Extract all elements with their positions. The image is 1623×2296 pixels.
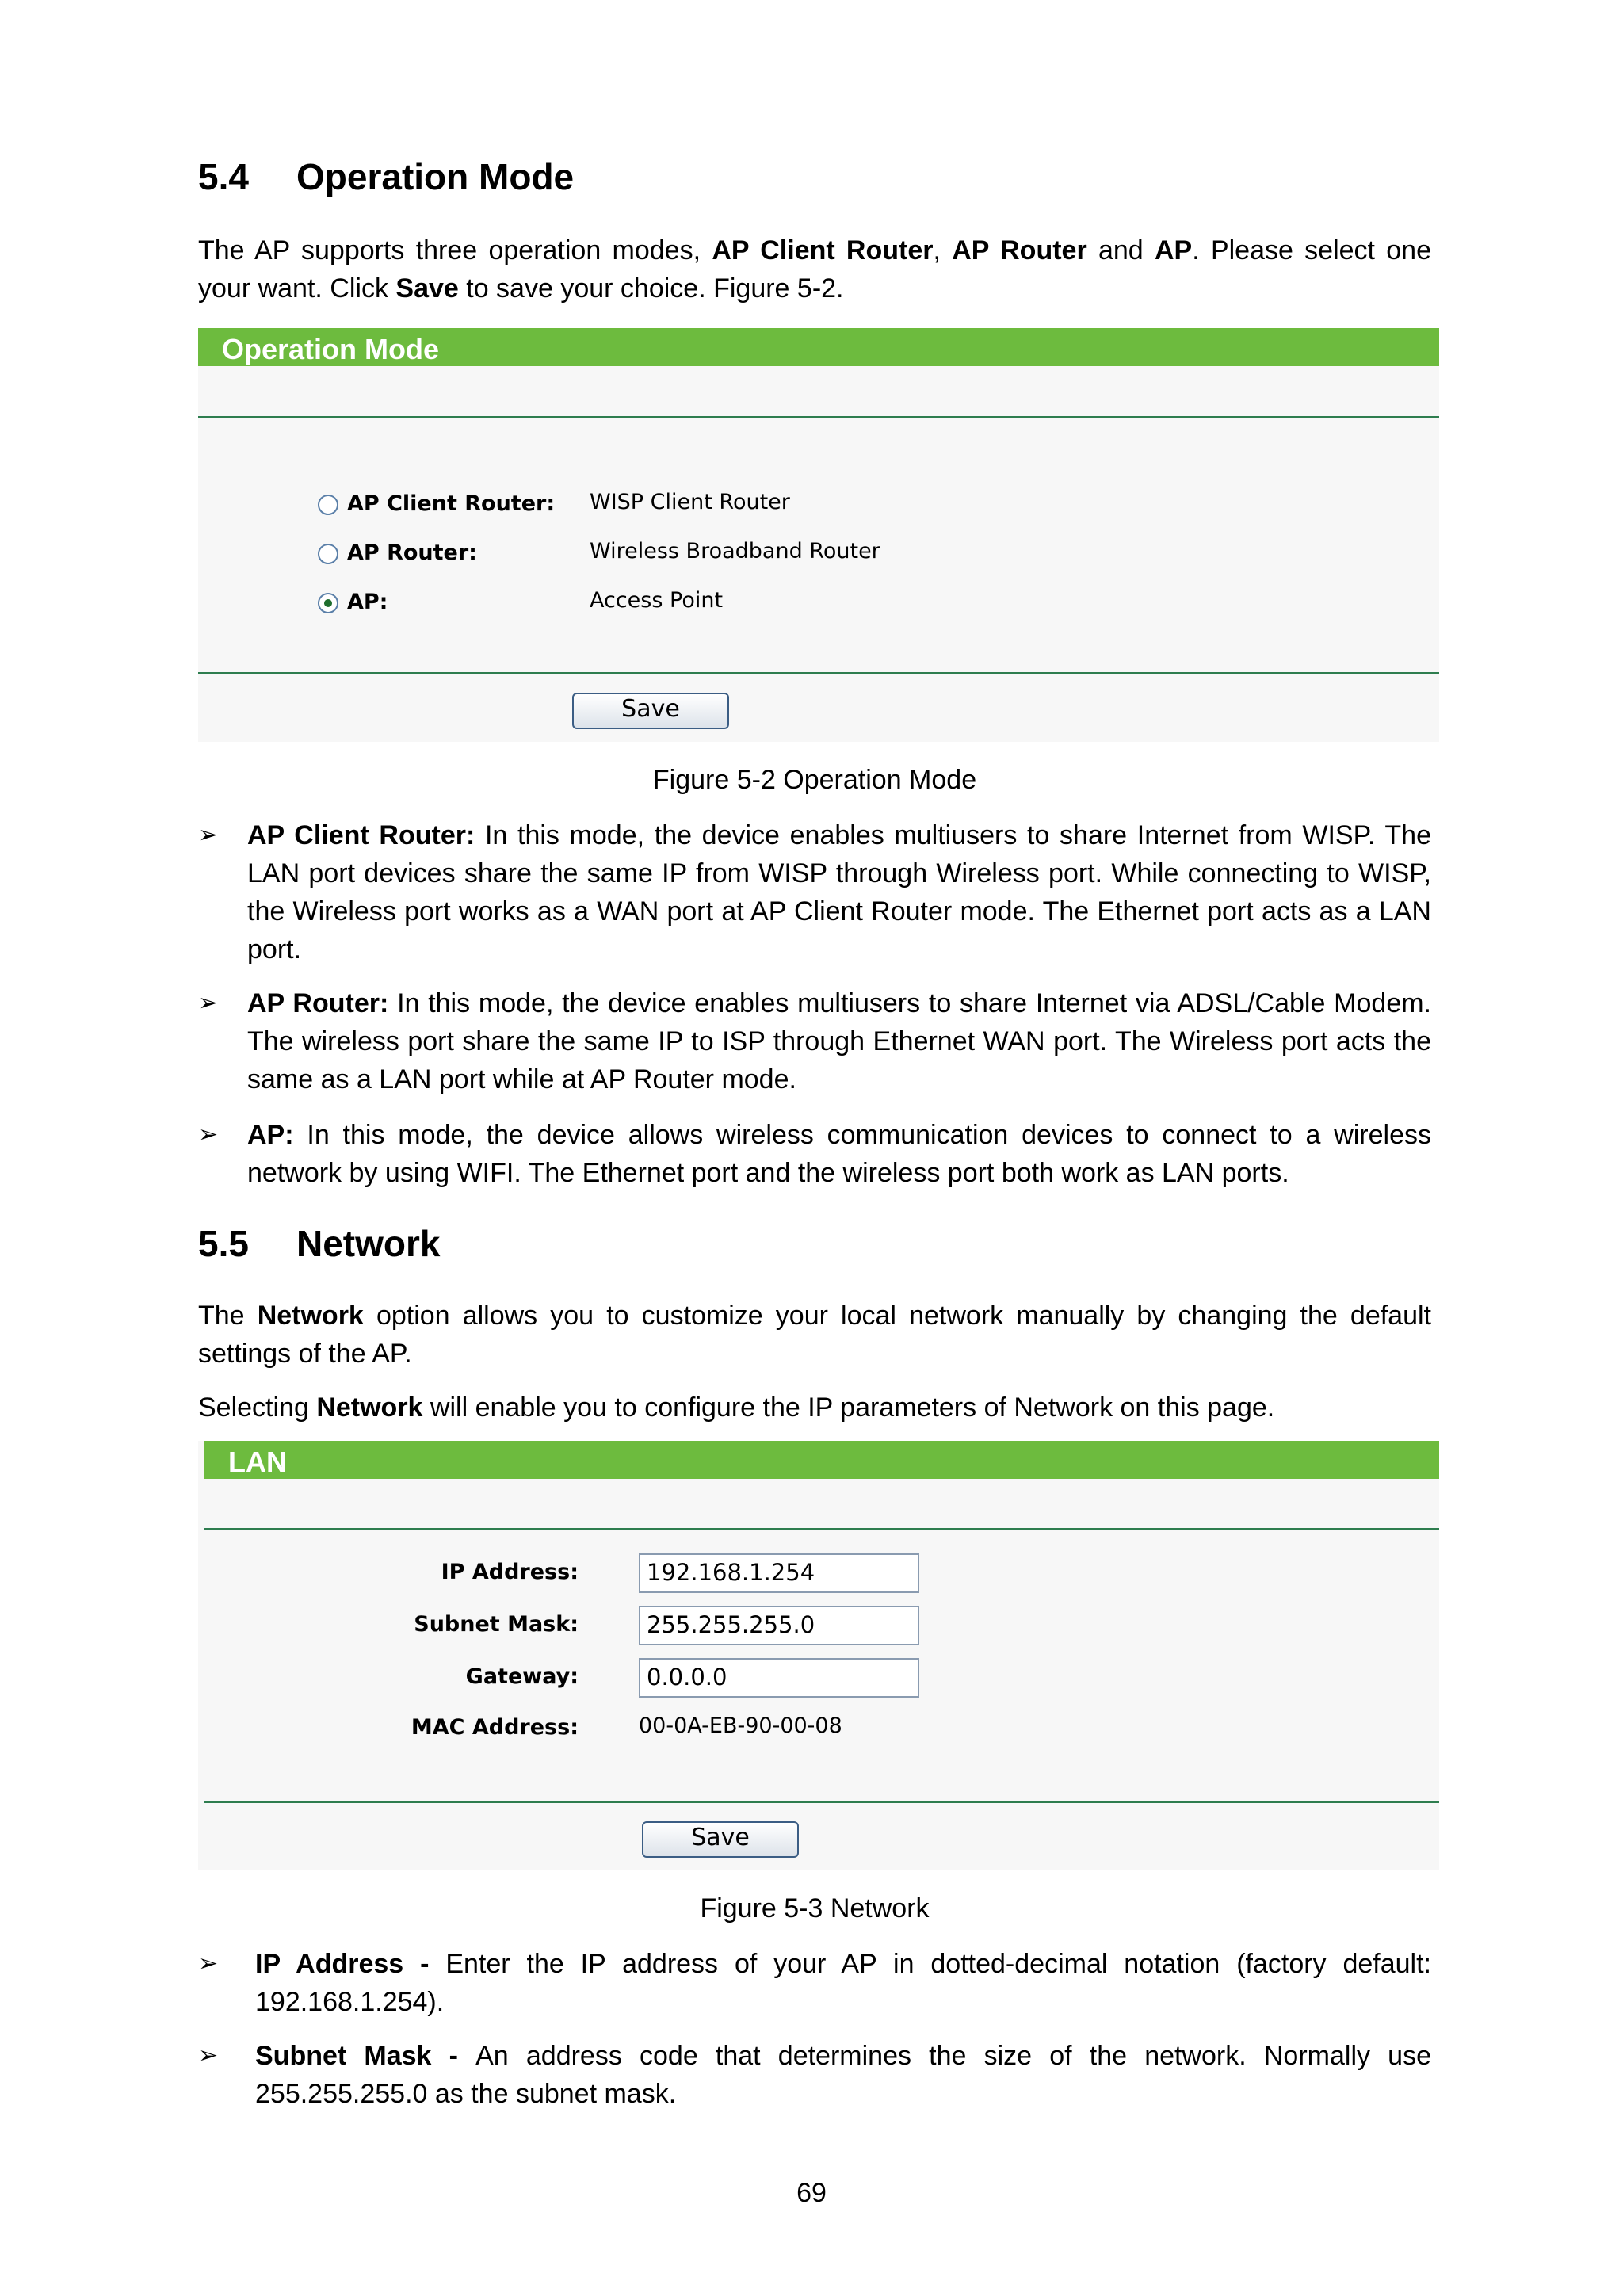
bullet-body: In this mode, the device enables multiusers to share Internet via ADSL/Cable Modem. The wireless port share the same IP to ISP through Ethernet WAN port. The Wireless port acts the same as a LAN port while at AP Router mode. [247,988,1431,1095]
save-button[interactable]: Save [572,693,729,729]
section-heading-5-5 [198,1225,440,1262]
bullet-item [198,984,1431,1103]
bullet-text [255,2037,1431,2113]
mac-address-label: MAC Address: [411,1715,579,1740]
text: will enable you to configure the IP parameters of Network on this page. [422,1392,1275,1423]
save-button[interactable]: Save [642,1821,799,1858]
text: The [198,1301,258,1331]
section-number: 5.5 [198,1223,249,1264]
figure-caption: Figure 5-2 Operation Mode [652,765,977,795]
option-label: AP Client Router: [347,491,556,516]
bullet-item [198,816,1431,975]
option-description: Wireless Broadband Router [590,539,880,563]
gateway-label: Gateway: [465,1664,579,1689]
figure-caption: Figure 5-3 Network [700,1893,930,1924]
text: , [933,235,953,266]
bullet-text [247,984,1431,1098]
bullet-arrow-icon: ➢ [198,1950,219,1977]
bullet-term: Subnet Mask - [255,2041,476,2071]
operation-mode-panel [198,328,1439,742]
bold-text: AP Router [952,235,1087,266]
panel-header-title: LAN [228,1446,287,1478]
text: and [1086,235,1155,266]
bold-text: Network [257,1301,364,1331]
text: to save your choice. Figure 5-2. [458,273,844,304]
divider [198,416,1439,418]
bullet-text [247,1116,1431,1192]
bullet-body: An address code that determines the size of the network. Normally use 255.255.255.0 as the subnet mask. [255,2041,1431,2109]
intro-paragraph-5-5 [198,1297,1431,1373]
bullet-arrow-icon: ➢ [198,2042,219,2069]
lan-panel [198,1441,1439,1870]
panel-header-title: Operation Mode [222,333,440,365]
radio-ap-router[interactable] [318,544,338,564]
intro-paragraph-5-5-b [198,1389,1431,1427]
bullet-item [198,1116,1431,1195]
bullet-arrow-icon: ➢ [198,990,219,1016]
bullet-arrow-icon: ➢ [198,1121,219,1148]
bullet-text [255,1945,1431,2021]
divider [198,672,1439,674]
panel-header [204,1441,1439,1479]
bullet-arrow-icon: ➢ [198,822,219,848]
section-title: Network [296,1223,441,1264]
bullet-body: In this mode, the device allows wireless communication devices to connect to a wireless network by using WIFI. The Ethernet port and the wireless port both work as LAN ports. [247,1120,1431,1188]
bullet-term: AP: [247,1120,294,1150]
bullet-item [198,1945,1431,2024]
bold-text: Save [395,273,459,304]
radio-ap[interactable] [318,593,338,613]
bullet-body: In this mode, the device enables multiusers to share Internet from WISP. The LAN port devices share the same IP from WISP through Wireless port. While connecting to WISP, the Wireless port works as a WAN port at AP Client Router mode. The Ethernet port acts as a LAN port. [247,820,1432,965]
option-label: AP: [347,590,388,614]
section-number: 5.4 [198,156,249,197]
section-heading-5-4 [198,156,575,197]
text: . Please select one your want. Click [198,235,1432,304]
bullet-text [247,816,1431,968]
subnet-mask-input[interactable]: 255.255.255.0 [639,1606,919,1645]
gateway-input[interactable]: 0.0.0.0 [639,1658,919,1698]
option-description: Access Point [590,588,724,613]
text: option allows you to customize your local network manually by changing the default settings of the AP. [198,1301,1431,1369]
bullet-item [198,2037,1431,2116]
option-description: WISP Client Router [590,490,790,514]
text: The AP supports three operation modes, [198,235,712,266]
bullet-body: Enter the IP address of your AP in dotted-decimal notation (factory default: 192.168.1.254). [255,1949,1431,2017]
text: Selecting [198,1392,317,1423]
ip-address-input[interactable]: 192.168.1.254 [639,1553,919,1593]
divider [204,1801,1439,1803]
intro-paragraph-5-4 [198,231,1431,308]
ip-address-label: IP Address: [441,1560,579,1584]
bullet-term: AP Client Router: [247,820,475,850]
option-label: AP Router: [347,541,477,565]
section-title: Operation Mode [296,156,575,197]
bold-text: AP Client Router [712,235,934,266]
bullet-term: IP Address - [255,1949,446,1979]
bold-text: AP [1154,235,1193,266]
divider [204,1528,1439,1530]
page-number: 69 [796,2178,827,2208]
panel-header [198,328,1439,366]
bold-text: Network [316,1392,423,1423]
mac-address-value: 00-0A-EB-90-00-08 [639,1713,842,1738]
bullet-term: AP Router: [247,988,389,1018]
radio-ap-client-router[interactable] [318,495,338,515]
subnet-mask-label: Subnet Mask: [414,1612,579,1637]
